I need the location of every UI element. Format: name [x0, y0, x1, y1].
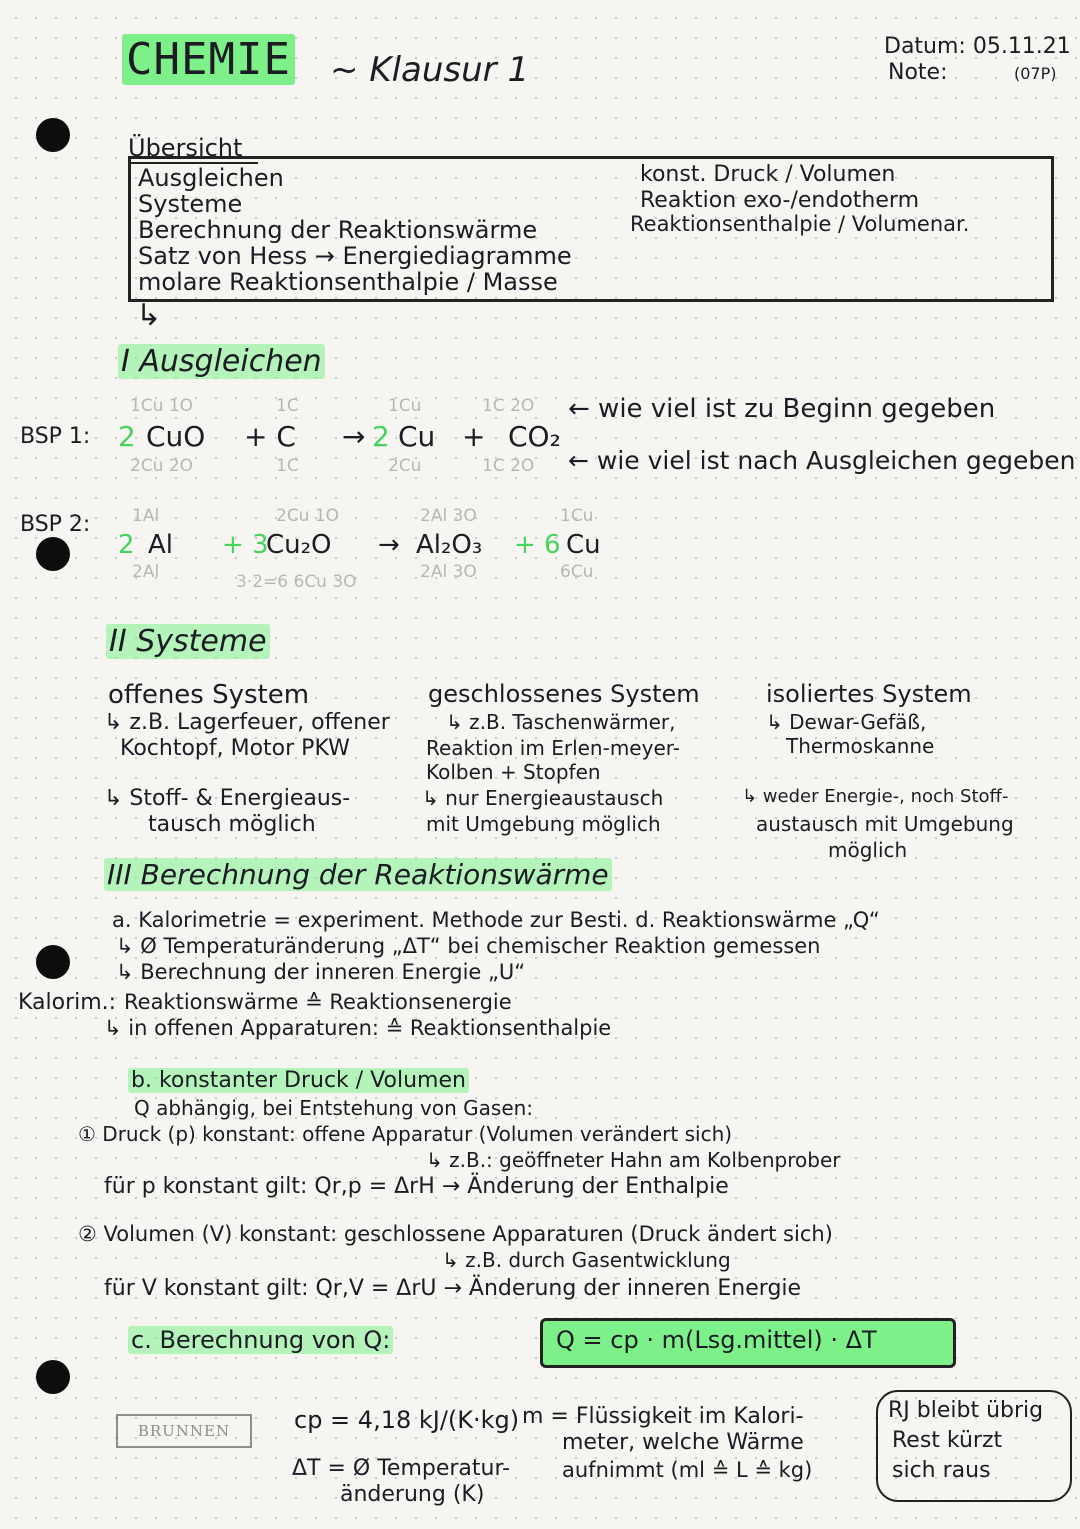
druck-volumen-line-4: für p konstant gilt: Qr,p = ΔrH → Änderung der Enthalpie [104, 1174, 729, 1199]
druck-volumen-line-6: ↳ z.B. durch Gasentwicklung [442, 1248, 731, 1272]
eq2-ghost-top-1: 1Al [132, 506, 160, 526]
eq2-arrow: → [378, 530, 400, 560]
cp-value: cp = 4,18 kJ/(K·kg) [294, 1406, 520, 1434]
eq2-ghost-top-2: 2Cu 1O [276, 506, 340, 526]
eq1-product-1: Cu [398, 420, 436, 453]
grade-label: Note: [888, 60, 948, 85]
open-system-line-3: ↳ Stoff- & Energieaus- [104, 786, 351, 811]
eq2-reactant-1: Al [148, 530, 174, 560]
rj-line-2: Rest kürzt [892, 1428, 1003, 1453]
bsp2-label: BSP 2: [20, 512, 91, 537]
kalorimetrie-line-3: ↳ Berechnung der inneren Energie „U“ [116, 960, 526, 984]
eq1-note-start: ← wie viel ist zu Beginn gegeben [568, 394, 996, 424]
eq1-reactant-2: + C [244, 420, 296, 453]
eq2-product-1: Al₂O₃ [416, 530, 483, 560]
calc-q-heading: c. Berechnung von Q: [128, 1326, 393, 1354]
overview-item-2: Systeme [138, 190, 243, 218]
eq2-ghost-bottom-4: 6Cu [560, 562, 594, 582]
eq1-reactant-1: CuO [146, 420, 206, 453]
overview-side-2: Reaktion exo-/endotherm [640, 188, 919, 213]
rj-line-1: RJ bleibt übrig [888, 1398, 1044, 1423]
overview-heading: Übersicht [128, 134, 243, 162]
druck-volumen-line-3: ↳ z.B.: geöffneter Hahn am Kolbenprober [426, 1148, 841, 1172]
eq1-coef-1: 2 [118, 420, 136, 453]
eq1-ghost-top-4: 1C 2O [482, 396, 535, 416]
eq1-ghost-top-3: 1Cu [388, 396, 422, 416]
eq2-coef-2: + 3 [222, 530, 269, 560]
closed-system-line-1: ↳ z.B. Taschenwärmer, [446, 710, 676, 734]
closed-system-line-5: mit Umgebung möglich [426, 812, 661, 836]
binder-hole-3 [36, 945, 70, 979]
eq2-ghost-bottom-1: 2Al [132, 562, 160, 582]
date-label: Datum: 05.11.21 [884, 34, 1071, 59]
open-system-line-1: ↳ z.B. Lagerfeuer, offener [104, 710, 390, 735]
paper-brand-logo: BRUNNEN [116, 1414, 252, 1448]
eq2-product-2: Cu [566, 530, 601, 560]
binder-hole-2 [36, 537, 70, 571]
eq1-ghost-bottom-2: 1C [276, 456, 299, 476]
isolated-system-title: isoliertes System [766, 680, 972, 708]
druck-volumen-line-7: für V konstant gilt: Qr,V = ΔrU → Änderung der inneren Energie [104, 1276, 802, 1301]
eq2-reactant-2: Cu₂O [266, 530, 332, 560]
binder-hole-4 [36, 1360, 70, 1394]
eq1-ghost-top-1: 1Cu 1O [130, 396, 194, 416]
closed-system-line-2: Reaktion im Erlen-meyer- [426, 736, 680, 760]
bracket-arrow-icon: ↳ [136, 298, 162, 333]
isolated-system-line-2: Thermoskanne [786, 734, 935, 758]
mass-line-3: aufnimmt (ml ≙ L ≙ kg) [562, 1458, 813, 1482]
overview-side-3: Reaktionsenthalpie / Volumenar. [630, 212, 970, 236]
kalorimetrie-line-4: Reaktionswärme ≙ Reaktionsenergie [124, 990, 512, 1014]
kalorimetrie-line-2: ↳ Ø Temperaturänderung „ΔT“ bei chemischer Reaktion gemessen [116, 934, 821, 958]
eq1-ghost-bottom-1: 2Cu 2O [130, 456, 194, 476]
druck-volumen-line-1: Q abhängig, bei Entstehung von Gasen: [134, 1096, 534, 1120]
overview-item-5: molare Reaktionsenthalpie / Masse [138, 268, 558, 296]
overview-item-1: Ausgleichen [138, 164, 284, 192]
overview-side-1: konst. Druck / Volumen [640, 162, 896, 187]
kalorimetrie-line-5: ↳ in offenen Apparaturen: ≙ Reaktionsenthalpie [104, 1016, 612, 1040]
mass-line-2: meter, welche Wärme [562, 1430, 804, 1455]
formula-text: Q = cp · m(Lsg.mittel) · ΔT [556, 1326, 877, 1354]
druck-volumen-line-2: ① Druck (p) konstant: offene Apparatur (Volumen verändert sich) [78, 1122, 733, 1146]
eq2-ghost-bottom-3: 2Al 3O [420, 562, 477, 582]
eq1-ghost-top-2: 1C [276, 396, 299, 416]
points-label: (07P) [1014, 64, 1057, 83]
druck-volumen-heading: b. konstanter Druck / Volumen [128, 1068, 469, 1093]
eq2-ghost-top-3: 2Al 3O [420, 506, 477, 526]
eq1-note-after: ← wie viel ist nach Ausgleichen gegeben [568, 446, 1076, 475]
kalorim-label: Kalorim.: [18, 990, 117, 1015]
binder-hole-1 [36, 118, 70, 152]
eq1-product-2: CO₂ [508, 420, 561, 453]
eq2-ghost-top-4: 1Cu [560, 506, 594, 526]
page-title: CHEMIE [122, 34, 295, 85]
eq1-ghost-bottom-3: 2Cu [388, 456, 422, 476]
isolated-system-line-5: möglich [828, 838, 908, 862]
druck-volumen-line-5: ② Volumen (V) konstant: geschlossene Apparaturen (Druck ändert sich) [78, 1222, 833, 1246]
overview-item-3: Berechnung der Reaktionswärme [138, 216, 538, 244]
open-system-line-4: tausch möglich [148, 812, 316, 837]
open-system-title: offenes System [108, 680, 310, 710]
bsp1-label: BSP 1: [20, 424, 91, 449]
open-system-line-2: Kochtopf, Motor PKW [120, 736, 350, 761]
overview-item-4: Satz von Hess → Energiediagramme [138, 242, 572, 270]
closed-system-line-4: ↳ nur Energieaustausch [422, 786, 664, 810]
delta-t-line-2: änderung (K) [340, 1482, 485, 1507]
kalorimetrie-line-1: a. Kalorimetrie = experiment. Methode zur Besti. d. Reaktionswärme „Q“ [112, 908, 880, 932]
eq2-coef-1: 2 [118, 530, 135, 560]
eq1-plus: + [462, 420, 486, 453]
eq2-ghost-bottom-2: 3·2=6 6Cu 3O [236, 572, 357, 592]
isolated-system-line-3: ↳ weder Energie-, noch Stoff- [742, 786, 1009, 807]
isolated-system-line-4: austausch mit Umgebung [756, 812, 1014, 836]
rj-line-3: sich raus [892, 1458, 991, 1483]
eq1-arrow: → [342, 420, 366, 453]
mass-line-1: m = Flüssigkeit im Kalori- [522, 1404, 804, 1429]
section2-heading: II Systeme [106, 624, 270, 659]
eq1-ghost-bottom-4: 1C 2O [482, 456, 535, 476]
eq1-coef-2: 2 [372, 420, 390, 453]
eq2-coef-3: + 6 [514, 530, 561, 560]
closed-system-title: geschlossenes System [428, 680, 700, 708]
section1-heading: I Ausgleichen [118, 344, 325, 379]
isolated-system-line-1: ↳ Dewar-Gefäß, [766, 710, 927, 734]
page-subtitle: ~ Klausur 1 [330, 50, 530, 90]
delta-t-line-1: ΔT = Ø Temperatur- [292, 1456, 511, 1481]
section3-heading: III Berechnung der Reaktionswärme [104, 858, 612, 891]
closed-system-line-3: Kolben + Stopfen [426, 760, 601, 784]
